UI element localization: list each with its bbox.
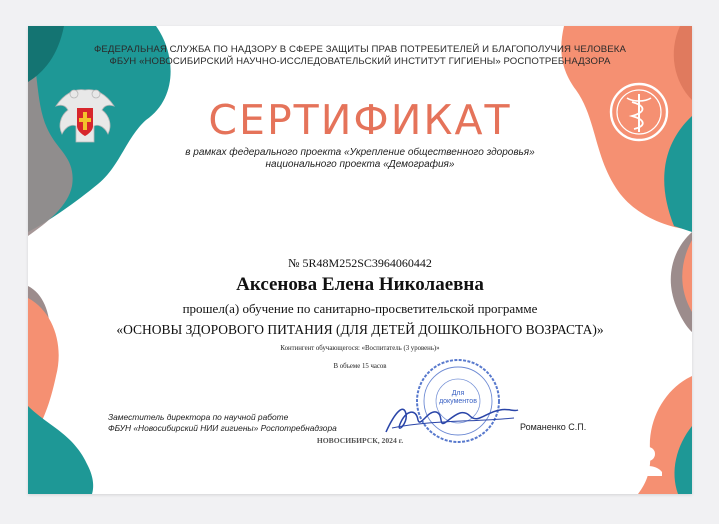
- completion-text: прошел(а) обучение по санитарно-просветительской программе: [182, 301, 538, 316]
- signer-position-line-2: ФБУН «Новосибирский НИИ гигиены» Роспотребнадзора: [108, 423, 337, 433]
- header-line-1: ФЕДЕРАЛЬНАЯ СЛУЖБА ПО НАДЗОРУ В СФЕРЕ ЗАЩИТЫ ПРАВ ПОТРЕБИТЕЛЕЙ И БЛАГОПОЛУЧИЯ ЧЕЛОВЕКА: [94, 44, 626, 55]
- subtitle-line-2: национального проекта «Демография»: [265, 159, 455, 170]
- certificate-number: № 5R48M252SC3964060442: [288, 256, 432, 270]
- recipient-name: Аксенова Елена Николаевна: [236, 274, 484, 295]
- signer-position-line-1: Заместитель директора по научной работе: [108, 412, 289, 422]
- program-title: «ОСНОВЫ ЗДОРОВОГО ПИТАНИЯ (ДЛЯ ДЕТЕЙ ДОШКОЛЬНОГО ВОЗРАСТА)»: [116, 322, 604, 337]
- certificate-page: [28, 26, 692, 494]
- volume-text: В объеме 15 часов: [333, 363, 387, 370]
- header-line-2: ФБУН «НОВОСИБИРСКИЙ НАУЧНО-ИССЛЕДОВАТЕЛЬСКИЙ ИНСТИТУТ ГИГИЕНЫ» РОСПОТРЕБНАДЗОРА: [109, 56, 611, 67]
- certificate-title: СЕРТИФИКАТ: [208, 96, 512, 144]
- place-year: НОВОСИБИРСК, 2024 г.: [316, 436, 404, 445]
- handwritten-signature: [382, 398, 522, 440]
- signer-name: Романенко С.П.: [520, 422, 587, 432]
- stamp-text-2: документов: [439, 398, 477, 405]
- subtitle-line-1: в рамках федерального проекта «Укрепление общественного здоровья»: [185, 147, 535, 158]
- stamp-text-1: Для: [451, 390, 465, 397]
- contingent-text: Контингент обучающегося: «Воспитатель (3 уровень)»: [280, 345, 440, 352]
